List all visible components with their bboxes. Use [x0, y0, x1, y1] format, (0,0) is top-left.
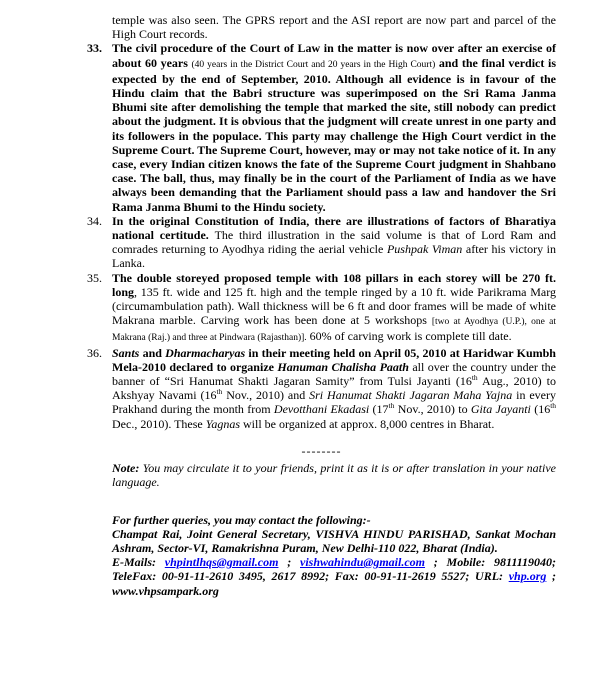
contact-queries-heading: [112, 513, 556, 527]
text-run: The third illustration in the said volume is that of Lord Ram and comrades returning to Ayodhya riding the aerial vehicle: [112, 228, 556, 257]
numbered-paragraph-34: [87, 214, 556, 271]
text-run: ; www.vhpsampark.org: [112, 569, 557, 598]
text-run: Gita Jayanti: [470, 402, 531, 417]
separator-dashes: --------: [301, 443, 342, 458]
text-run: ; Mobile: 9811119040; TeleFax: 00-91-11-2610 3495, 2617 8992; Fax: 00-91-11-2619 5527; URL:: [112, 555, 556, 584]
numbered-paragraph-35: [87, 271, 556, 346]
text-run: (17: [369, 402, 389, 417]
email-link-vhpintlhqs[interactable]: vhpintlhqs@gmail.com: [164, 555, 279, 570]
link-vhp-org[interactable]: vhp.org: [508, 569, 547, 584]
text-run: Nov., 2010) to: [394, 402, 471, 417]
text-run: in their meeting held on April 05, 2010 at Haridwar Kumbh Mela-2010 declared to organize: [112, 345, 556, 374]
text-run: Nov., 2010) and: [222, 388, 310, 403]
text-run: , 135 ft. wide and 125 ft. high and the temple ringed by a 10 ft. wide Parikrama Marg (circumambulation path). Wall thickness will be 6 ft and door frames will be made of white Makrana marble. Carving work has been done at 5 workshops: [112, 284, 556, 328]
text-run: th: [388, 401, 395, 411]
text-run: temple was also seen. The GPRS report and the ASI report are now part and parcel of the High Court records.: [112, 13, 556, 42]
text-run: Sri Hanumat Shakti Jagaran Maha Yajna: [309, 388, 513, 403]
document-blocks: [87, 13, 556, 598]
text-run: The civil procedure of the Court of Law in the matter is now over after an exercise of about 60 years: [112, 41, 556, 70]
text-run: Dharmacharyas: [165, 345, 246, 360]
text-run: and the final verdict is expected by the end of September, 2010. Although all evidence is in favour of the Hindu claim that the Babri structure was superimposed on the Sri Rama Janma Bhumi site after demolishing the temple that marked the site, still nobody can predict about the judgment. It is obvious that the judgment will create unrest in one party and its followers in the populace. This party may challenge the High Court verdict in the Supreme Court. The Supreme Court, however, may or may not take notice of it. In any case, every Indian citizen knows the fate of the Supreme Court judgment in Shahbano case. The ball, thus, may finally be in the court of the Parliament of India as we have always been demanding that the Parliament should pass a law and handover the Sri Rama Janma Bhumi to the Hindu society.: [112, 55, 556, 214]
text-run: (16: [530, 402, 551, 417]
numbered-paragraph-33: [87, 41, 556, 213]
text-run: th: [471, 373, 478, 383]
text-run: th: [216, 387, 223, 397]
text-run: For further queries, you may contact the following:-: [112, 512, 371, 527]
text-run: (40 years in the District Court and 20 years in the High Court): [191, 59, 436, 70]
text-run: ;: [278, 555, 300, 570]
text-run: Dec., 2010). These: [112, 416, 206, 431]
item-number: 33.: [87, 41, 102, 56]
contact-address: [112, 527, 556, 555]
text-run: Devotthani Ekadasi: [273, 402, 370, 417]
text-run: Sants: [112, 345, 140, 360]
text-run: Hanuman Chalisha Paath: [277, 359, 409, 374]
text-run: after his victory in Lanka.: [112, 242, 557, 271]
text-run: Pushpak Viman: [386, 242, 463, 257]
text-run: Yagnas: [205, 416, 240, 431]
text-run: and: [139, 345, 166, 360]
text-run: in every Prakhand during the month from: [112, 388, 556, 417]
text-run: In the original Constitution of India, there are illustrations of factors of Bharatiya national certitude.: [112, 213, 556, 243]
text-run: Champat Rai, Joint General Secretary, VISHVA HINDU PARISHAD, Sankat Mochan Ashram, Sector-VI, Ramakrishna Puram, New Delhi-110 022, Bharat (India).: [112, 526, 556, 555]
contact-details: [112, 555, 556, 598]
text-run: E-Mails:: [112, 555, 165, 570]
note-paragraph: [112, 461, 556, 489]
text-run: Note:: [112, 461, 140, 476]
text-run: [two at Ayodhya (U.P.), one at Makrana (Raj.) and three at Pindwara (Rajasthan)].: [112, 317, 556, 344]
text-run: You may circulate it to your friends, print it as it is or after translation in your native language.: [112, 461, 556, 490]
text-run: The double storeyed proposed temple with 108 pillars in each storey will be 270 ft. long: [112, 270, 556, 299]
paragraph-continuation: [112, 13, 556, 41]
text-run: all over the country under the banner of “Sri Hanumat Shakti Jagaran Samity” from Tulsi Jayanti (16: [112, 359, 556, 389]
email-link-vishwahindu[interactable]: vishwahindu@gmail.com: [300, 555, 426, 570]
item-number: 36.: [87, 345, 102, 360]
item-number: 34.: [87, 213, 102, 228]
numbered-paragraph-36: [87, 346, 556, 431]
text-run: 60% of carving work is complete till date.: [306, 329, 512, 344]
item-number: 35.: [87, 270, 102, 285]
text-run: th: [550, 401, 557, 411]
text-run: will be organized at approx. 8,000 centres in Bharat.: [240, 416, 495, 431]
section-separator: [87, 444, 556, 458]
text-run: Aug., 2010) to Akshyay Navami (16: [112, 374, 556, 403]
